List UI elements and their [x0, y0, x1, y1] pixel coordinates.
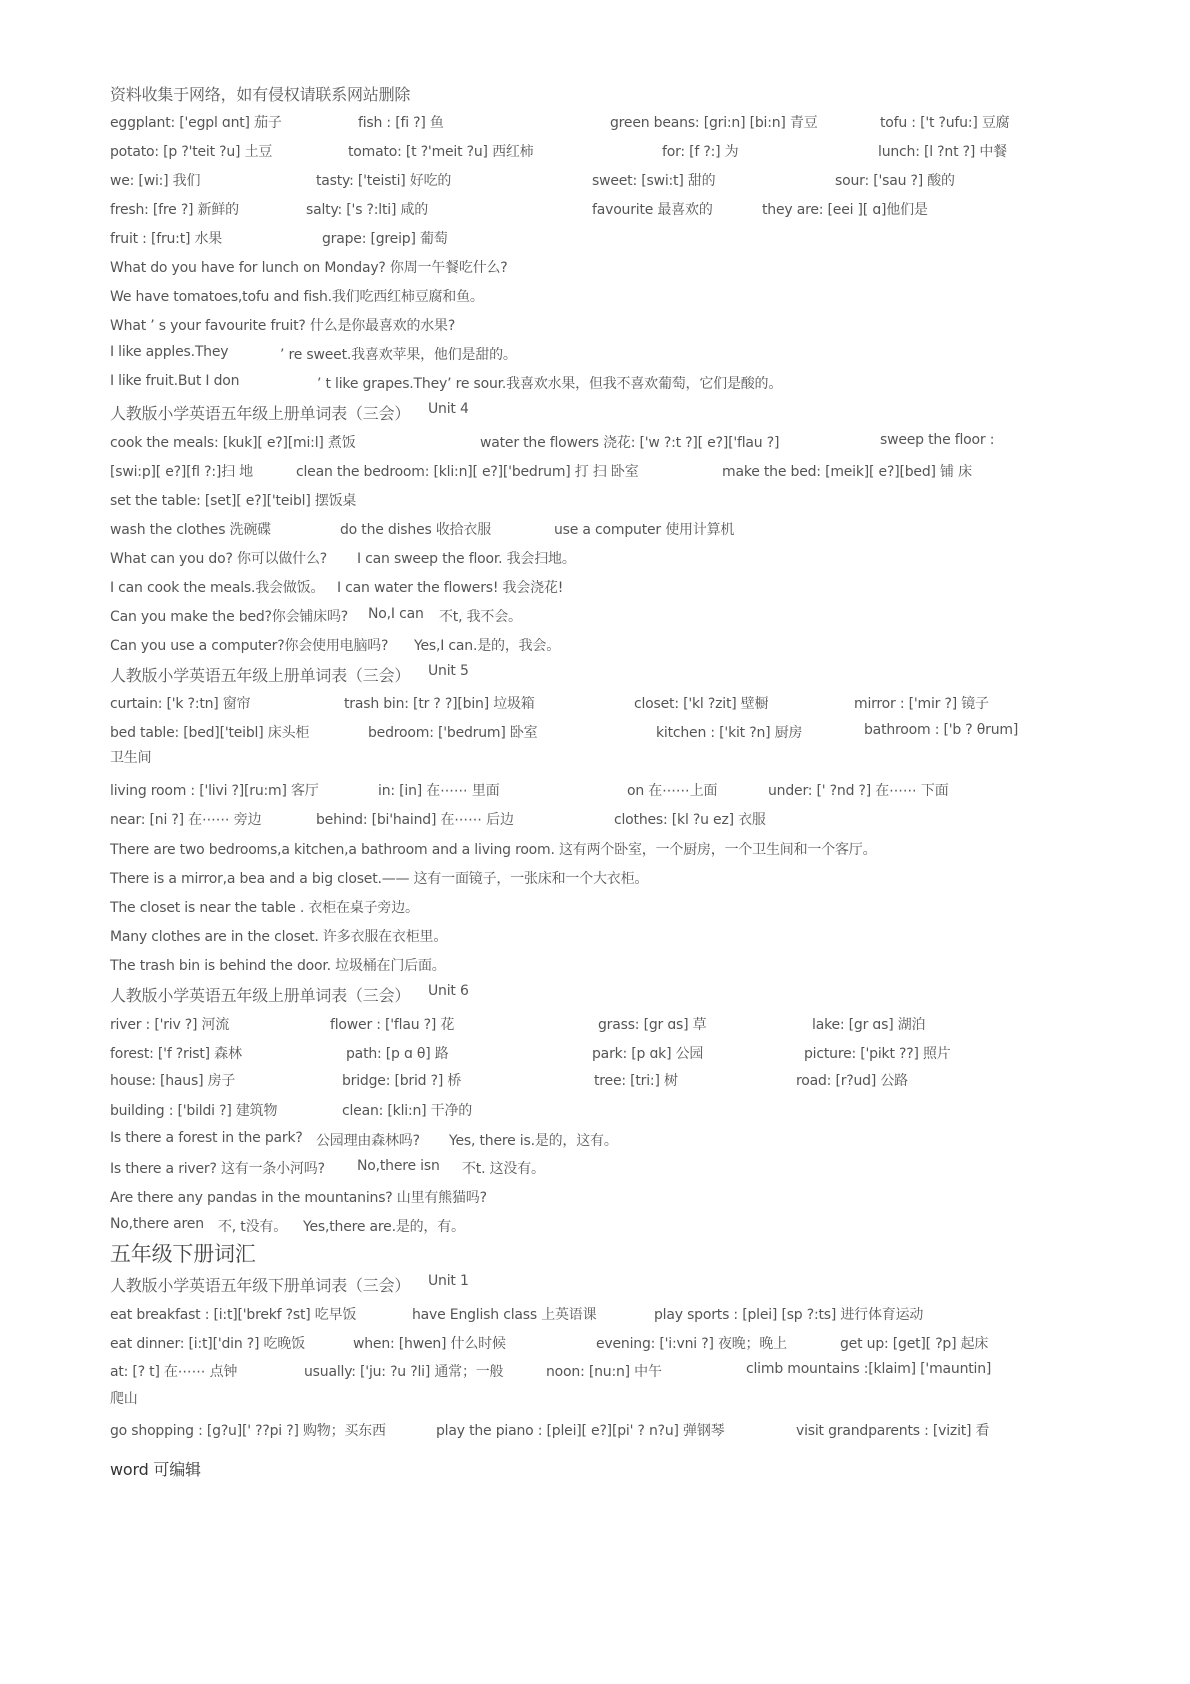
sentence-line-text: Yes, there is.是的，这有。 — [449, 1133, 618, 1149]
sentence-line — [110, 286, 1080, 310]
sentence-line — [110, 606, 1080, 630]
sentence-line-text: What do you have for lunch on Monday? 你周一午餐吃什么? — [110, 260, 508, 276]
sentence-line — [110, 868, 1080, 892]
vocab-line-text: trash bin: [tr ? ?][bin] 垃圾箱 — [344, 696, 535, 712]
vocab-line-text: at: [? t] 在⋯⋯ 点钟 — [110, 1364, 238, 1380]
vocab-line-text: favourite 最喜欢的 — [592, 202, 713, 218]
sentence-line — [110, 344, 1080, 368]
unit-heading-text: Unit 6 — [428, 983, 469, 999]
vocab-line-text: potato: [p ?'teit ?u] 土豆 — [110, 144, 273, 160]
vocab-line — [110, 722, 1080, 746]
vocab-line — [110, 693, 1080, 717]
vocab-line — [110, 170, 1080, 194]
unit-heading-text: Unit 4 — [428, 401, 469, 417]
vocab-line-text: forest: ['f ?rist] 森林 — [110, 1046, 242, 1062]
vocab-line — [110, 1361, 1080, 1385]
vocab-line-text: wash the clothes 洗碗碟 — [110, 522, 271, 538]
sentence-line — [110, 635, 1080, 659]
vocab-line-text: sweep the floor : — [880, 432, 995, 448]
unit-heading — [110, 663, 1080, 687]
sentence-line-text: Yes,there are.是的，有。 — [303, 1219, 465, 1235]
vocab-line — [110, 199, 1080, 223]
vocab-line — [110, 780, 1080, 804]
vocab-line-text: lunch: [l ?nt ?] 中餐 — [878, 144, 1007, 160]
section-title — [110, 1242, 1080, 1266]
vocab-line-text: near: [ni ?] 在⋯⋯ 旁边 — [110, 812, 262, 828]
sentence-line-text: 不t. 这没有。 — [462, 1161, 545, 1177]
vocab-line-text: building : ['bildi ?] 建筑物 — [110, 1103, 278, 1119]
vocab-line-text: eat dinner: [i:t]['din ?] 吃晚饭 — [110, 1336, 305, 1352]
vocab-line-text: clean the bedroom: [kli:n][ e?]['bedrum] 打 扫 卧室 — [296, 464, 639, 480]
sentence-line-text: No,I can — [368, 606, 424, 622]
vocab-line-text: green beans: [gri:n] [bi:n] 青豆 — [610, 115, 818, 131]
unit-heading-text: 人教版小学英语五年级上册单词表（三会） — [110, 404, 411, 423]
vocab-line-text: on 在⋯⋯上面 — [627, 783, 718, 799]
vocab-line-text: usually: ['ju: ?u ?li] 通常；一般 — [304, 1364, 504, 1380]
unit-heading — [110, 1273, 1080, 1297]
vocab-line-text: clean: [kli:n] 干净的 — [342, 1103, 473, 1119]
sentence-line — [110, 955, 1080, 979]
vocab-line — [110, 1420, 1080, 1444]
vocab-line-text: mirror : ['mir ?] 镜子 — [854, 696, 989, 712]
vocab-line-text: fresh: [fre ?] 新鲜的 — [110, 202, 239, 218]
sentence-line-text: Are there any pandas in the mountanins? 山里有熊猫吗? — [110, 1190, 487, 1206]
sentence-line-text: The trash bin is behind the door. 垃圾桶在门后面。 — [110, 958, 446, 974]
unit-heading-text: Unit 1 — [428, 1273, 469, 1289]
vocab-line-text: we: [wi:] 我们 — [110, 173, 201, 189]
sentence-line-text: I can sweep the floor. 我会扫地。 — [357, 551, 576, 567]
vocab-line — [110, 490, 1080, 514]
sentence-line-text: ’ t like grapes.They’ re sour.我喜欢水果，但我不喜欢葡萄，它们是酸的。 — [317, 376, 783, 392]
vocab-line-text: play sports : [plei] [sp ?:ts] 进行体育运动 — [654, 1307, 924, 1323]
vocab-line-text: get up: [get][ ?p] 起床 — [840, 1336, 989, 1352]
footer — [110, 1457, 1080, 1481]
sentence-line-text: 公园理由森林吗? — [316, 1133, 420, 1149]
vocab-line — [110, 1333, 1080, 1357]
sentence-line-text: I like apples.They — [110, 344, 229, 360]
sentence-line-text: Many clothes are in the closet. 许多衣服在衣柜里。 — [110, 929, 448, 945]
sentence-line-text: There is a mirror,a bea and a big closet.—— 这有一面镜子，一张床和一个大衣柜。 — [110, 871, 649, 887]
unit-heading-text: 人教版小学英语五年级下册单词表（三会） — [110, 1276, 411, 1295]
vocab-line-text: 爬山 — [110, 1391, 138, 1407]
vocab-line-text: sweet: [swi:t] 甜的 — [592, 173, 716, 189]
vocab-line-text: climb mountains :[klaim] ['mauntin] — [746, 1361, 992, 1377]
vocab-line-text: flower : ['flau ?] 花 — [330, 1017, 455, 1033]
unit-heading — [110, 983, 1080, 1007]
vocab-line-text: when: [hwen] 什么时候 — [353, 1336, 506, 1352]
sentence-line-text: No,there aren — [110, 1216, 204, 1232]
sentence-line-text: Can you make the bed?你会铺床吗? — [110, 609, 349, 625]
vocab-line-text: house: [haus] 房子 — [110, 1073, 236, 1089]
vocab-line-text: make the bed: [meik][ e?][bed] 铺 床 — [722, 464, 972, 480]
vocab-line — [110, 809, 1080, 833]
vocab-line-text: evening: ['i:vni ?] 夜晚；晚上 — [596, 1336, 787, 1352]
vocab-line-text: grape: [greip] 葡萄 — [322, 231, 448, 247]
vocab-line-text: living room : ['livi ?][ru:m] 客厅 — [110, 783, 319, 799]
sentence-line-text: Yes,I can.是的，我会。 — [414, 638, 561, 654]
vocab-line-text: set the table: [set][ e?]['teibl] 摆饭桌 — [110, 493, 357, 509]
sentence-line — [110, 839, 1080, 863]
vocab-line-text: cook the meals: [kuk][ e?][mi:l] 煮饭 — [110, 435, 356, 451]
vocab-line-text: lake: [gr ɑs] 湖泊 — [812, 1017, 926, 1033]
vocab-line-text: clothes: [kl ?u ez] 衣服 — [614, 812, 766, 828]
vocab-line-text: visit grandparents : [vizit] 看 — [796, 1423, 990, 1439]
vocab-line-text: go shopping : [g?u][' ??pi ?] 购物；买东西 — [110, 1423, 386, 1439]
vocab-line-text: bathroom : ['b ? θrum] — [864, 722, 1019, 738]
vocab-line-text: picture: ['pikt ??] 照片 — [804, 1046, 951, 1062]
vocab-line-text: fruit : [fru:t] 水果 — [110, 231, 223, 247]
sentence-line-text: What ’ s your favourite fruit? 什么是你最喜欢的水果? — [110, 318, 456, 334]
section-title-text: 五年级下册词汇 — [110, 1242, 256, 1266]
vocab-line-text: road: [r?ud] 公路 — [796, 1073, 908, 1089]
vocab-line-text: for: [f ?:] 为 — [662, 144, 739, 160]
vocab-line-text: eggplant: ['egpl ɑnt] 茄子 — [110, 115, 282, 131]
sentence-line — [110, 926, 1080, 950]
vocab-line-text: path: [p ɑ θ] 路 — [346, 1046, 449, 1062]
vocab-line — [110, 1100, 1080, 1124]
sentence-line — [110, 897, 1080, 921]
vocab-line — [110, 432, 1080, 456]
vocab-line-text: bridge: [brid ?] 桥 — [342, 1073, 462, 1089]
sentence-line-text: 不t, 我不会。 — [439, 609, 522, 625]
sentence-line — [110, 1130, 1080, 1154]
vocab-line-text: river : ['riv ?] 河流 — [110, 1017, 230, 1033]
sentence-line — [110, 257, 1080, 281]
vocab-line — [110, 1043, 1080, 1067]
sentence-line-text: 不, t没有。 — [218, 1219, 287, 1235]
vocab-line-text: tree: [tri:] 树 — [594, 1073, 678, 1089]
sentence-line-text: There are two bedrooms,a kitchen,a bathroom and a living room. 这有两个卧室，一个厨房，一个卫生间和一个客厅。 — [110, 842, 877, 858]
vocab-line-text: grass: [gr ɑs] 草 — [598, 1017, 707, 1033]
vocab-line — [110, 1388, 1080, 1412]
vocab-line-text: tasty: ['teisti] 好吃的 — [316, 173, 452, 189]
sentence-line-text: Can you use a computer?你会使用电脑吗? — [110, 638, 389, 654]
sentence-line — [110, 373, 1080, 397]
sentence-line-text: We have tomatoes,tofu and fish.我们吃西红柿豆腐和鱼。 — [110, 289, 484, 305]
vocab-line-text: do the dishes 收拾衣服 — [340, 522, 492, 538]
sentence-line-text: I can water the flowers! 我会浇花! — [337, 580, 564, 596]
sentence-line-text: The closet is near the table . 衣柜在桌子旁边。 — [110, 900, 419, 916]
sentence-line-text: No,there isn — [357, 1158, 440, 1174]
vocab-line-text: park: [p ɑk] 公园 — [592, 1046, 704, 1062]
vocab-line-text: bedroom: ['bedrum] 卧室 — [368, 725, 538, 741]
sentence-line-text: Is there a forest in the park? — [110, 1130, 303, 1146]
vocab-line-text: in: [in] 在⋯⋯ 里面 — [378, 783, 500, 799]
vocab-line-text: have English class 上英语课 — [412, 1307, 597, 1323]
sentence-line-text: Is there a river? 这有一条小河吗? — [110, 1161, 325, 1177]
sentence-line-text: What can you do? 你可以做什么? — [110, 551, 327, 567]
notice-line-text: 资料收集于网络，如有侵权请联系网站删除 — [110, 85, 411, 104]
vocab-line — [110, 461, 1080, 485]
unit-heading — [110, 401, 1080, 425]
notice-line — [110, 82, 1080, 106]
vocab-line-text: tofu : ['t ?ufu:] 豆腐 — [880, 115, 1010, 131]
vocab-line-text: curtain: ['k ?:tn] 窗帘 — [110, 696, 251, 712]
vocab-line-text: use a computer 使用计算机 — [554, 522, 735, 538]
vocab-line — [110, 747, 1080, 771]
vocab-line-text: [swi:p][ e?][fl ?:]扫 地 — [110, 464, 253, 480]
vocab-line-text: 卫生间 — [110, 750, 152, 766]
vocab-line-text: they are: [eei ][ ɑ]他们是 — [762, 202, 928, 218]
footer-text: word 可编辑 — [110, 1460, 201, 1479]
sentence-line — [110, 1187, 1080, 1211]
vocab-line-text: noon: [nu:n] 中午 — [546, 1364, 662, 1380]
unit-heading-text: Unit 5 — [428, 663, 469, 679]
sentence-line — [110, 548, 1080, 572]
sentence-line — [110, 577, 1080, 601]
vocab-line-text: fish : [fi ?] 鱼 — [358, 115, 444, 131]
sentence-line — [110, 1216, 1080, 1240]
sentence-line-text: ’ re sweet.我喜欢苹果，他们是甜的。 — [280, 347, 517, 363]
vocab-line-text: behind: [bi'haind] 在⋯⋯ 后边 — [316, 812, 514, 828]
vocab-line-text: tomato: [t ?'meit ?u] 西红柿 — [348, 144, 534, 160]
vocab-line-text: play the piano : [plei][ e?][pi' ? n?u] 弹钢琴 — [436, 1423, 725, 1439]
vocab-line-text: closet: ['kl ?zit] 壁橱 — [634, 696, 769, 712]
sentence-line-text: I can cook the meals.我会做饭。 — [110, 580, 325, 596]
vocab-line — [110, 519, 1080, 543]
vocab-line-text: salty: ['s ?:lti] 咸的 — [306, 202, 429, 218]
vocab-line-text: sour: ['sau ?] 酸的 — [835, 173, 955, 189]
vocab-line-text: eat breakfast : [i:t]['brekf ?st] 吃早饭 — [110, 1307, 357, 1323]
vocab-line — [110, 1014, 1080, 1038]
vocab-line-text: kitchen : ['kit ?n] 厨房 — [656, 725, 803, 741]
sentence-line-text: I like fruit.But I don — [110, 373, 240, 389]
vocab-line — [110, 1304, 1080, 1328]
vocab-line — [110, 141, 1080, 165]
vocab-line-text: bed table: [bed]['teibl] 床头柜 — [110, 725, 310, 741]
vocab-line-text: under: [' ?nd ?] 在⋯⋯ 下面 — [768, 783, 949, 799]
vocab-line-text: water the flowers 浇花: ['w ?:t ?][ e?]['flau ?] — [480, 435, 780, 451]
sentence-line — [110, 1158, 1080, 1182]
vocab-line — [110, 228, 1080, 252]
vocab-line — [110, 1070, 1080, 1094]
unit-heading-text: 人教版小学英语五年级上册单词表（三会） — [110, 986, 411, 1005]
unit-heading-text: 人教版小学英语五年级上册单词表（三会） — [110, 666, 411, 685]
sentence-line — [110, 315, 1080, 339]
vocab-line — [110, 112, 1080, 136]
